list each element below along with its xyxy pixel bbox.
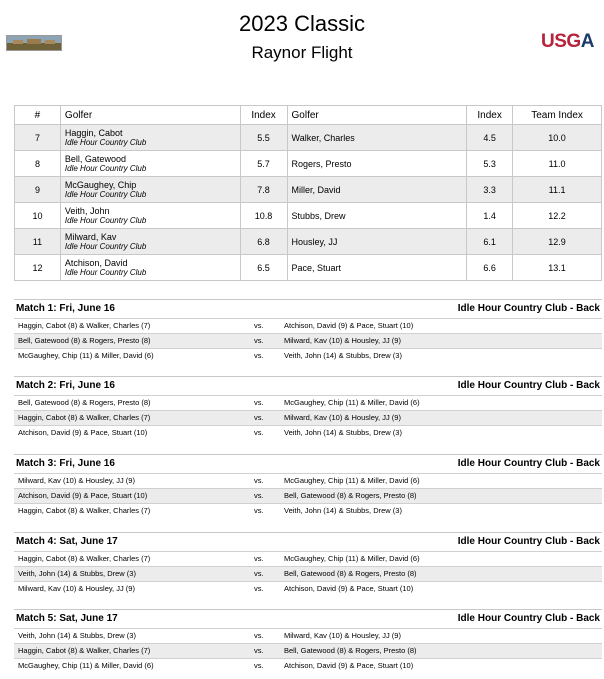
golfer-1-index: 10.8: [240, 203, 287, 229]
team-index: 11.1: [513, 177, 602, 203]
match-label: Match 1: Fri, June 16: [16, 303, 115, 314]
versus-label: vs.: [254, 646, 264, 655]
match-rows: [14, 473, 602, 518]
golfer-2-index: 3.3: [467, 177, 513, 203]
versus-label: vs.: [254, 661, 264, 670]
match-location: Idle Hour Country Club - Back: [457, 536, 600, 547]
team-1: Veith, John (14) & Stubbs, Drew (3): [18, 569, 136, 578]
match-section: [14, 609, 602, 673]
golfer-1-cell: [60, 125, 240, 151]
table-row: [15, 255, 602, 281]
golfer-1-index: 6.5: [240, 255, 287, 281]
match-row: [14, 658, 602, 673]
golfer-club: Idle Hour Country Club: [64, 190, 147, 199]
team-2: Bell, Gatewood (8) & Rogers, Presto (8): [284, 491, 417, 500]
golfer-1-name: Veith, John: [64, 206, 110, 216]
team-1: Haggin, Cabot (8) & Walker, Charles (7): [18, 554, 151, 563]
table-row: [15, 203, 602, 229]
golfer-club: Idle Hour Country Club: [64, 216, 147, 225]
versus-label: vs.: [254, 321, 264, 330]
team-1: Milward, Kav (10) & Housley, JJ (9): [18, 584, 135, 593]
versus-label: vs.: [254, 569, 264, 578]
golfer-1-index: 5.7: [240, 151, 287, 177]
match-location: Idle Hour Country Club - Back: [457, 380, 600, 391]
match-location: Idle Hour Country Club - Back: [457, 303, 600, 314]
column-header: Index: [467, 106, 513, 125]
golfer-1-name: McGaughey, Chip: [64, 180, 137, 190]
column-header: Team Index: [513, 106, 602, 125]
table-row: [15, 229, 602, 255]
team-1: McGaughey, Chip (11) & Miller, David (6): [18, 351, 154, 360]
golfer-1-cell: [60, 229, 240, 255]
golfer-1-index: 6.8: [240, 229, 287, 255]
match-header: [14, 299, 602, 318]
match-row: [14, 488, 602, 503]
versus-label: vs.: [254, 336, 264, 345]
match-rows: [14, 551, 602, 596]
versus-label: vs.: [254, 554, 264, 563]
team-1: Atchison, David (9) & Pace, Stuart (10): [18, 491, 148, 500]
row-number: 11: [15, 229, 61, 255]
column-header: Golfer: [60, 106, 240, 125]
team-2: Bell, Gatewood (8) & Rogers, Presto (8): [284, 569, 417, 578]
golfer-1-cell: [60, 255, 240, 281]
versus-label: vs.: [254, 476, 264, 485]
versus-label: vs.: [254, 351, 264, 360]
row-number: 7: [15, 125, 61, 151]
golfer-2-index: 6.6: [467, 255, 513, 281]
match-row: [14, 425, 602, 440]
golfer-2-name: Housley, JJ: [287, 229, 467, 255]
golfer-1-name: Milward, Kav: [64, 232, 117, 242]
match-rows: [14, 318, 602, 363]
column-header: Golfer: [287, 106, 467, 125]
versus-label: vs.: [254, 584, 264, 593]
team-1: Milward, Kav (10) & Housley, JJ (9): [18, 476, 135, 485]
team-2: Atchison, David (9) & Pace, Stuart (10): [284, 321, 414, 330]
golfer-club: Idle Hour Country Club: [64, 242, 147, 251]
golfer-2-index: 6.1: [467, 229, 513, 255]
match-row: [14, 473, 602, 488]
team-1: Bell, Gatewood (8) & Rogers, Presto (8): [18, 336, 151, 345]
table-row: [15, 177, 602, 203]
golfer-1-cell: [60, 151, 240, 177]
versus-label: vs.: [254, 413, 264, 422]
team-2: Veith, John (14) & Stubbs, Drew (3): [284, 351, 402, 360]
match-label: Match 4: Sat, June 17: [16, 536, 118, 547]
team-1: McGaughey, Chip (11) & Miller, David (6): [18, 661, 154, 670]
table-header-row: [15, 106, 602, 125]
team-1: Atchison, David (9) & Pace, Stuart (10): [18, 428, 148, 437]
team-1: Veith, John (14) & Stubbs, Drew (3): [18, 631, 136, 640]
match-label: Match 3: Fri, June 16: [16, 458, 115, 469]
match-location: Idle Hour Country Club - Back: [457, 458, 600, 469]
team-2: McGaughey, Chip (11) & Miller, David (6): [284, 554, 420, 563]
match-rows: [14, 628, 602, 673]
table-row: [15, 151, 602, 177]
match-location: Idle Hour Country Club - Back: [457, 613, 600, 624]
team-1: Bell, Gatewood (8) & Rogers, Presto (8): [18, 398, 151, 407]
match-row: [14, 503, 602, 518]
golfer-1-cell: [60, 203, 240, 229]
versus-label: vs.: [254, 398, 264, 407]
table-row: [15, 125, 602, 151]
team-index: 12.2: [513, 203, 602, 229]
team-1: Haggin, Cabot (8) & Walker, Charles (7): [18, 413, 151, 422]
match-row: [14, 395, 602, 410]
team-index: 10.0: [513, 125, 602, 151]
match-row: [14, 333, 602, 348]
match-label: Match 5: Sat, June 17: [16, 613, 118, 624]
match-rows: [14, 395, 602, 440]
match-row: [14, 581, 602, 596]
team-2: Atchison, David (9) & Pace, Stuart (10): [284, 661, 414, 670]
flight-table: [14, 105, 602, 281]
match-label: Match 2: Fri, June 16: [16, 380, 115, 391]
team-2: Milward, Kav (10) & Housley, JJ (9): [284, 336, 401, 345]
golfer-2-index: 4.5: [467, 125, 513, 151]
column-header: Index: [240, 106, 287, 125]
row-number: 12: [15, 255, 61, 281]
golfer-2-name: Stubbs, Drew: [287, 203, 467, 229]
golfer-1-index: 7.8: [240, 177, 287, 203]
match-header: [14, 376, 602, 395]
golfer-2-name: Rogers, Presto: [287, 151, 467, 177]
usga-logo: USGA: [541, 31, 594, 52]
team-1: Haggin, Cabot (8) & Walker, Charles (7): [18, 321, 151, 330]
row-number: 10: [15, 203, 61, 229]
match-row: [14, 348, 602, 363]
golfer-2-name: Walker, Charles: [287, 125, 467, 151]
match-section: [14, 532, 602, 596]
team-2: Veith, John (14) & Stubbs, Drew (3): [284, 428, 402, 437]
team-index: 11.0: [513, 151, 602, 177]
golfer-1-name: Haggin, Cabot: [64, 128, 123, 138]
match-section: [14, 454, 602, 518]
golfer-2-index: 5.3: [467, 151, 513, 177]
row-number: 9: [15, 177, 61, 203]
golfer-club: Idle Hour Country Club: [64, 164, 147, 173]
golfer-1-name: Atchison, David: [64, 258, 128, 268]
match-row: [14, 551, 602, 566]
golfer-1-cell: [60, 177, 240, 203]
team-1: Haggin, Cabot (8) & Walker, Charles (7): [18, 506, 151, 515]
golfer-club: Idle Hour Country Club: [64, 138, 147, 147]
match-section: [14, 299, 602, 363]
team-2: McGaughey, Chip (11) & Miller, David (6): [284, 476, 420, 485]
golfer-1-index: 5.5: [240, 125, 287, 151]
row-number: 8: [15, 151, 61, 177]
golfer-club: Idle Hour Country Club: [64, 268, 147, 277]
column-header: #: [15, 106, 61, 125]
team-2: Milward, Kav (10) & Housley, JJ (9): [284, 631, 401, 640]
team-1: Haggin, Cabot (8) & Walker, Charles (7): [18, 646, 151, 655]
team-index: 12.9: [513, 229, 602, 255]
match-header: [14, 454, 602, 473]
team-2: Milward, Kav (10) & Housley, JJ (9): [284, 413, 401, 422]
golfer-2-name: Miller, David: [287, 177, 467, 203]
team-2: Atchison, David (9) & Pace, Stuart (10): [284, 584, 414, 593]
match-row: [14, 566, 602, 581]
match-row: [14, 628, 602, 643]
match-row: [14, 318, 602, 333]
versus-label: vs.: [254, 428, 264, 437]
versus-label: vs.: [254, 506, 264, 515]
match-header: [14, 532, 602, 551]
golfer-2-name: Pace, Stuart: [287, 255, 467, 281]
match-section: [14, 376, 602, 440]
team-2: Bell, Gatewood (8) & Rogers, Presto (8): [284, 646, 417, 655]
golfer-1-name: Bell, Gatewood: [64, 154, 126, 164]
versus-label: vs.: [254, 631, 264, 640]
match-row: [14, 643, 602, 658]
team-2: McGaughey, Chip (11) & Miller, David (6): [284, 398, 420, 407]
golfer-2-index: 1.4: [467, 203, 513, 229]
page-title: 2023 Classic: [239, 11, 365, 36]
page-subtitle: Raynor Flight: [251, 43, 353, 62]
match-header: [14, 609, 602, 628]
team-2: Veith, John (14) & Stubbs, Drew (3): [284, 506, 402, 515]
team-index: 13.1: [513, 255, 602, 281]
versus-label: vs.: [254, 491, 264, 500]
match-row: [14, 410, 602, 425]
